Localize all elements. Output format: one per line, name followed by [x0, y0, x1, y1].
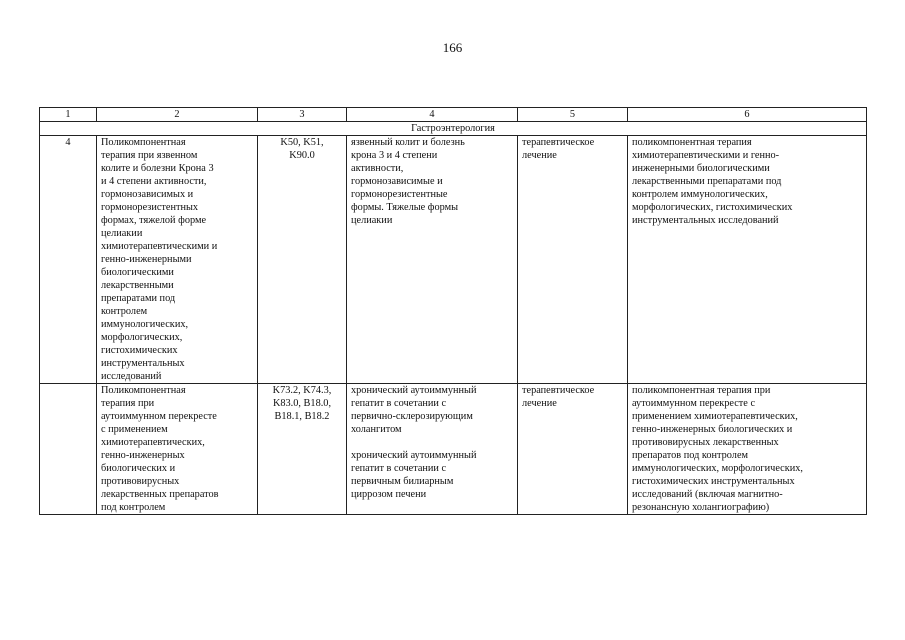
treatment-type	[518, 136, 628, 384]
text-line: K73.2, K74.3,	[272, 385, 332, 396]
column-header: 3	[258, 108, 347, 122]
text-line: терапевтическое	[522, 137, 595, 148]
icd-codes	[258, 136, 347, 384]
text-line: исследований (включая магнитно-	[632, 489, 783, 500]
treatment-method	[628, 136, 867, 384]
text-line: противовирусных лекарственных	[632, 437, 779, 448]
text-line: лекарственными препаратами под	[632, 176, 782, 187]
section-row	[40, 122, 867, 136]
text-line: целиакии	[351, 215, 393, 226]
text-line: противовирусных	[101, 476, 180, 487]
text-line: химиотерапевтическими и генно-	[632, 150, 780, 161]
text-line: формы. Тяжелые формы	[351, 202, 459, 213]
text-line: гормонозависимых и	[101, 189, 194, 200]
text-line: гормонорезистентных	[101, 202, 199, 213]
treatment-type	[518, 384, 628, 515]
text-line: химиотерапевтическими и	[101, 241, 218, 252]
text-line: контролем	[101, 306, 148, 317]
text-line: Поликомпонентная	[101, 385, 186, 396]
text-line: терапевтическое	[522, 385, 595, 396]
text-line	[351, 436, 513, 449]
text-line: циррозом печени	[351, 489, 427, 500]
text-line: хронический аутоиммунный	[351, 450, 477, 461]
treatment-method	[628, 384, 867, 515]
text-line: инструментальных	[101, 358, 185, 369]
table-row	[40, 136, 867, 384]
text-line: терапия при язвенном	[101, 150, 198, 161]
text-line: аутоиммунном перекресте с	[632, 398, 756, 409]
page-number: 166	[442, 40, 463, 55]
text-line: гепатит в сочетании с	[351, 463, 447, 474]
text-line: гормонорезистентные	[351, 189, 448, 200]
text-line: генно-инженерными	[101, 254, 192, 265]
text-line: целиакии	[101, 228, 143, 239]
text-line: препаратов под контролем	[632, 450, 749, 461]
text-line: гепатит в сочетании с	[351, 398, 447, 409]
text-line: гормонозависимые и	[351, 176, 443, 187]
text-line: применением химиотерапевтических,	[632, 411, 798, 422]
column-header: 1	[40, 108, 97, 122]
column-header: 5	[518, 108, 628, 122]
text-line: аутоиммунном перекресте	[101, 411, 217, 422]
column-header: 6	[628, 108, 867, 122]
text-line: исследований	[101, 371, 162, 382]
text-line: холангитом	[351, 424, 402, 435]
section-title: Гастроэнтерология	[40, 122, 867, 136]
text-line: первично-склерозирующим	[351, 411, 473, 422]
text-line: морфологических, гистохимических	[632, 202, 793, 213]
text-line: K50, K51,	[280, 137, 324, 148]
text-line: терапия при	[101, 398, 155, 409]
text-line: лечение	[522, 398, 557, 409]
text-line: поликомпонентная терапия	[632, 137, 752, 148]
text-line: биологических и	[101, 463, 176, 474]
text-line: крона 3 и 4 степени	[351, 150, 438, 161]
text-line: инженерными биологическими	[632, 163, 770, 174]
text-line: B18.1, B18.2	[274, 411, 330, 422]
text-line: K90.0	[289, 150, 315, 161]
text-line: формах, тяжелой форме	[101, 215, 207, 226]
text-line: под контролем	[101, 502, 166, 513]
patient-model	[347, 136, 518, 384]
patient-model	[347, 384, 518, 515]
text-line: инструментальных исследований	[632, 215, 779, 226]
text-line: иммунологических,	[101, 319, 189, 330]
text-line: резонансную холангиографию)	[632, 502, 770, 513]
text-line: препаратами под	[101, 293, 176, 304]
text-line: морфологических,	[101, 332, 183, 343]
column-header: 4	[347, 108, 518, 122]
text-line: и 4 степени активности,	[101, 176, 207, 187]
text-line: Поликомпонентная	[101, 137, 186, 148]
text-line: генно-инженерных биологических и	[632, 424, 793, 435]
text-line: колите и болезни Крона 3	[101, 163, 214, 174]
text-line: первичным билиарным	[351, 476, 454, 487]
text-line: генно-инженерных	[101, 450, 185, 461]
text-line: с применением	[101, 424, 168, 435]
text-line: химиотерапевтических,	[101, 437, 205, 448]
row-number: 4	[40, 136, 97, 384]
table-row	[40, 384, 867, 515]
text-line: гистохимических	[101, 345, 178, 356]
column-header: 2	[97, 108, 258, 122]
text-line: биологическими	[101, 267, 174, 278]
text-line: гистохимических инструментальных	[632, 476, 795, 487]
procedures-table	[39, 107, 867, 515]
text-line: язвенный колит и болезнь	[351, 137, 465, 148]
procedure-name	[97, 136, 258, 384]
row-number	[40, 384, 97, 515]
text-line: хронический аутоиммунный	[351, 385, 477, 396]
text-line: лекарственных препаратов	[101, 489, 219, 500]
text-line: поликомпонентная терапия при	[632, 385, 771, 396]
text-line: лекарственными	[101, 280, 174, 291]
text-line: контролем иммунологических,	[632, 189, 768, 200]
icd-codes	[258, 384, 347, 515]
text-line: активности,	[351, 163, 404, 174]
column-number-row	[40, 108, 867, 122]
text-line: K83.0, B18.0,	[272, 398, 332, 409]
text-line: иммунологических, морфологических,	[632, 463, 803, 474]
procedure-name	[97, 384, 258, 515]
text-line: лечение	[522, 150, 557, 161]
